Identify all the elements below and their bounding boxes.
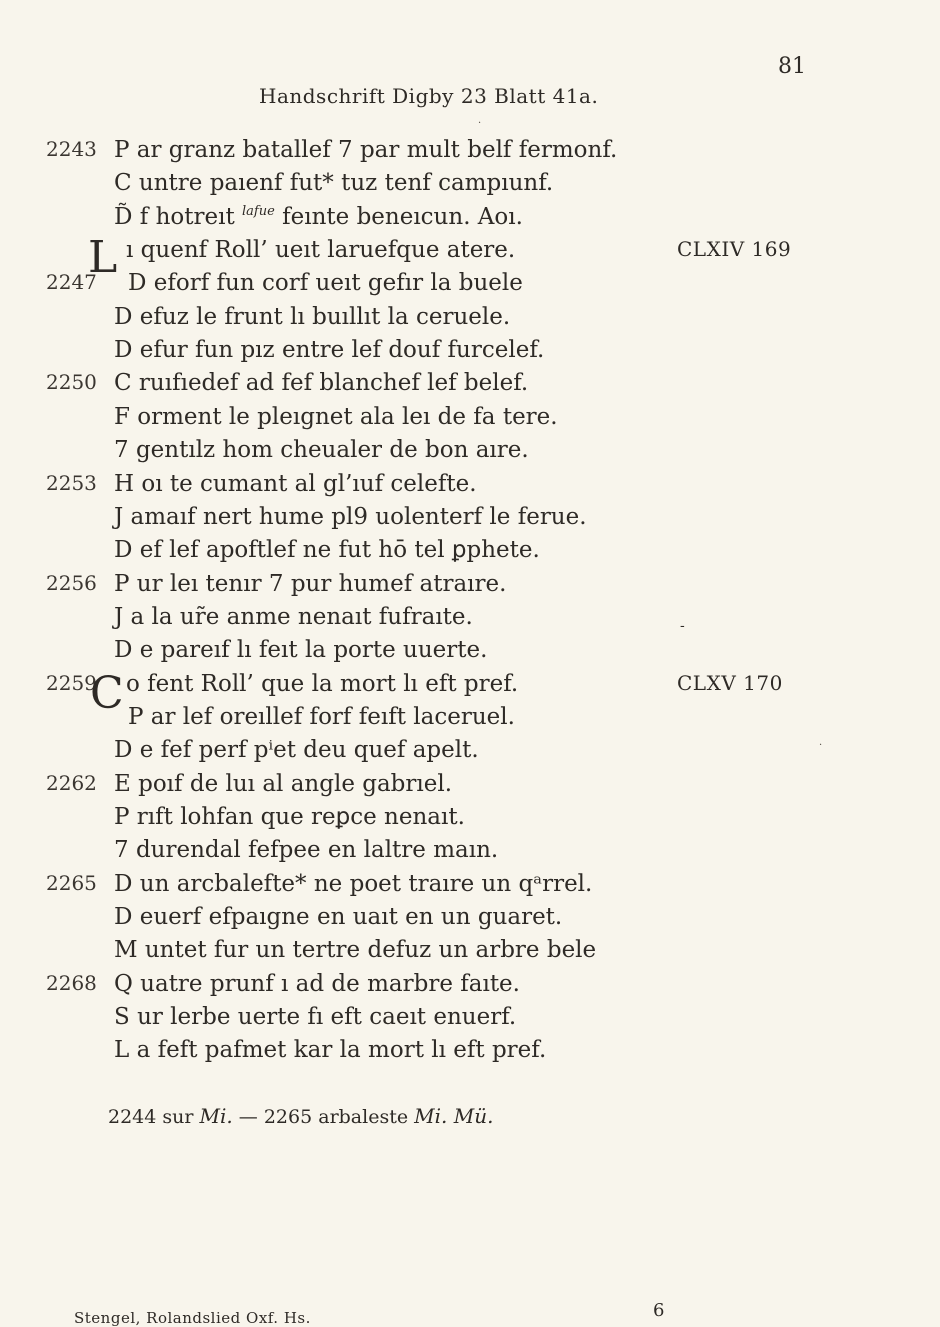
verse-line xyxy=(0,771,940,804)
verse-line xyxy=(0,237,940,270)
verse-text: D efur fun pız entre lef douf furcelef. xyxy=(114,337,545,364)
verse-line xyxy=(0,370,940,403)
line-number: 2247 xyxy=(46,270,97,295)
footnote-a-ms: Mi. xyxy=(199,1104,233,1128)
verse-line xyxy=(0,337,940,370)
verse-line xyxy=(0,137,940,170)
verse-line xyxy=(0,571,940,604)
verse-line xyxy=(0,904,940,937)
verse-text: D e pareıf lı feıt la porte uuerte. xyxy=(114,637,488,664)
line-number: 2259 xyxy=(46,670,97,695)
footnote-sep: — xyxy=(232,1106,264,1128)
verse-line xyxy=(0,971,940,1004)
verse-line xyxy=(0,204,940,237)
verse-line xyxy=(0,437,940,470)
verse-line xyxy=(0,170,940,203)
verse-line xyxy=(0,1037,940,1070)
line-number: 2253 xyxy=(46,470,97,495)
verse-line xyxy=(0,1004,940,1037)
verse-line xyxy=(0,604,940,637)
verse-line xyxy=(0,937,940,970)
verse-line xyxy=(0,871,940,904)
verse-line xyxy=(0,270,940,303)
verse-text: P ar granz batallef 7 par mult belf fermonf. xyxy=(114,137,618,163)
verse-text: C untre paıenf fut* tuz tenf campıunf. xyxy=(114,170,554,197)
verse-text: M untet fur un tertre defuz un arbre bele xyxy=(114,937,597,964)
verse-line xyxy=(0,537,940,570)
verse-text xyxy=(114,204,523,230)
line-number: 2262 xyxy=(46,770,97,795)
verse-line xyxy=(0,404,940,437)
signature-line: Stengel, Rolandslied Oxf. Hs. xyxy=(74,1309,311,1327)
verse-text: 7 durendal fefpee en laltre maın. xyxy=(114,837,499,864)
ink-speck: · xyxy=(819,740,823,751)
ink-speck: · xyxy=(478,118,482,129)
verse-text: P ar lef oreıllef forf feıft laceruel. xyxy=(128,703,515,730)
verse-text: o fent Roll’ que la mort lı eft pref. xyxy=(126,670,519,697)
verse-text: ı quenf Roll’ ueıt laruefque atere. xyxy=(126,237,516,264)
footnote-b-ms: Mi. Mü. xyxy=(414,1104,494,1128)
verse-text: E poıf de luı al angle gabrıel. xyxy=(114,770,453,797)
verse-text: D efuz le frunt lı buıllıt la ceruele. xyxy=(114,303,511,330)
running-header: Handschrift Digby 23 Blatt 41a. xyxy=(259,84,599,108)
verse-text: D eforf fun corf ueıt gefır la buele xyxy=(128,270,523,297)
verse-text: F orment le pleıgnet ala leı de fa tere. xyxy=(114,403,558,430)
verse-text: S ur lerbe uerte fı eft caeıt enuerf. xyxy=(114,1004,517,1031)
footnote-b: 2265 arbaleste xyxy=(263,1106,415,1128)
interlinear-gloss: lafue xyxy=(242,203,275,219)
margin-mark: - xyxy=(680,618,685,634)
verse-text-pre: D̃ f hotreıt xyxy=(114,203,242,230)
verse-text: D e fef perf pⁱet deu quef apelt. xyxy=(114,737,479,764)
verse-line xyxy=(0,704,940,737)
line-number: 2265 xyxy=(46,870,97,895)
verse-text: L a feft pafmet kar la mort lı eft pref. xyxy=(114,1037,547,1064)
verse-line xyxy=(0,637,940,670)
verse-line xyxy=(0,804,940,837)
line-number: 2250 xyxy=(46,370,97,395)
verse-line xyxy=(0,471,940,504)
verse-text: D euerf efpaıgne en uaıt en un guaret. xyxy=(114,904,563,931)
verse-line xyxy=(0,671,940,704)
verse-text: H oı te cumant al gl’ıuf celefte. xyxy=(114,470,477,497)
verse-text-post: feınte beneıcun. Aoı. xyxy=(274,203,523,230)
signature-number: 6 xyxy=(653,1300,665,1321)
verse-text: P rıft lohfan que reꝑce nenaıt. xyxy=(114,804,465,830)
line-number: 2243 xyxy=(46,137,97,161)
footnote xyxy=(108,1104,493,1128)
page-number: 81 xyxy=(778,54,806,79)
line-number: 2268 xyxy=(46,970,97,995)
verse-text: C ruıfıedef ad fef blanchef lef belef. xyxy=(114,370,529,397)
verse-line xyxy=(0,737,940,770)
verse-text: 7 gentılz hom cheualer de bon aıre. xyxy=(114,437,529,464)
laisse-marker: CLXV 170 xyxy=(677,670,783,695)
verse-text: P ur leı tenır 7 pur humef atraıre. xyxy=(114,570,507,597)
line-number: 2256 xyxy=(46,570,97,595)
laisse-marker: CLXIV 169 xyxy=(677,237,792,262)
verse-line xyxy=(0,504,940,537)
verse-text: D ef lef apoftlef ne fut hō tel ꝑphete. xyxy=(114,537,540,564)
verse-line xyxy=(0,304,940,337)
verse-line xyxy=(0,837,940,870)
initial-letter-l: L xyxy=(88,232,118,283)
verse-text: D un arcbalefte* ne poet traıre un qᵃrrel. xyxy=(114,870,593,897)
verse-text: J amaıf nert hume pl9 uolenterf le ferue. xyxy=(114,503,587,530)
initial-letter-c: C xyxy=(90,668,124,719)
verse-text: J a la ur̃e anme nenaıt fufraıte. xyxy=(114,603,473,630)
footnote-a: 2244 sur xyxy=(108,1106,200,1128)
verse-text: Q uatre prunf ı ad de marbre faıte. xyxy=(114,970,520,997)
